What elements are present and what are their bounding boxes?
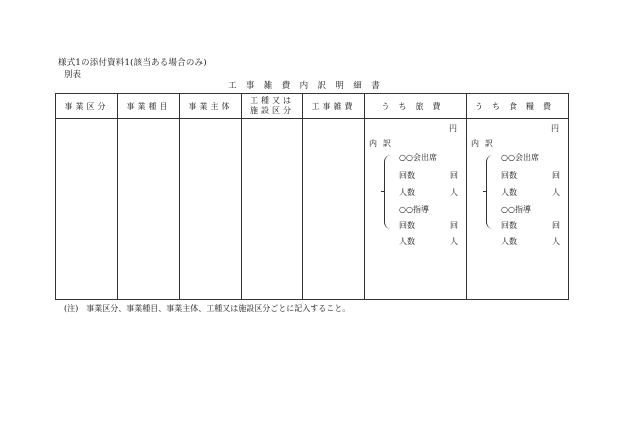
- line-unit: 人: [450, 188, 458, 197]
- ryohi-brace-tick: [381, 191, 385, 192]
- cell-jigyo-shumoku[interactable]: [118, 119, 180, 300]
- form-reference: 様式1の添付資料1(該当ある場合のみ): [58, 58, 207, 68]
- shokuryohi-line-kaisu-1: [501, 170, 560, 182]
- line-label: 回数: [501, 171, 517, 180]
- ryohi-line-shido: [399, 204, 458, 216]
- shokuryohi-line-ninzu-2: [501, 236, 560, 248]
- line-unit: 回: [450, 171, 458, 180]
- line-label: 人数: [501, 188, 517, 197]
- ryohi-line-kaisu-2: [399, 220, 458, 232]
- line-label: 人数: [501, 237, 517, 246]
- ryohi-breakdown: [365, 119, 466, 299]
- shokuryohi-uchiwake-label: 内訳: [471, 139, 499, 148]
- col-header-ryohi: うち旅費: [365, 94, 467, 119]
- shokuryohi-yen-unit: 円: [551, 124, 559, 133]
- line-label: 人数: [399, 237, 415, 246]
- table-header-row: [56, 94, 569, 119]
- col-header-koshu: [242, 94, 303, 119]
- cell-jigyo-shutai[interactable]: [180, 119, 242, 300]
- col-header-jigyo-shumoku: 事業種目: [118, 94, 180, 119]
- line-unit: 回: [450, 221, 458, 230]
- ryohi-uchiwake-label: 内訳: [369, 139, 397, 148]
- shokuryohi-brace-tick: [483, 191, 487, 192]
- ryohi-line-kaisu-1: [399, 170, 458, 182]
- table-body-row: [56, 119, 569, 300]
- ryohi-yen-unit: 円: [449, 124, 457, 133]
- cost-breakdown-table: [55, 93, 569, 300]
- line-label: 人数: [399, 188, 415, 197]
- shokuryohi-breakdown: [467, 119, 568, 299]
- shokuryohi-line-ninzu-1: [501, 187, 560, 199]
- line-label: ○○指導: [399, 205, 429, 214]
- cell-ryohi[interactable]: [365, 119, 467, 300]
- col-header-koshu-line2: 施設区分: [250, 106, 294, 115]
- ryohi-line-ninzu-1: [399, 187, 458, 199]
- shokuryohi-brace: [486, 155, 493, 229]
- footnote: (注) 事業区分、事業種目、事業主体、工種又は施設区分ごとに記入すること。: [64, 304, 351, 313]
- document-title: 工事雑費内訳明細書: [228, 81, 390, 91]
- line-label: ○○会出席: [399, 153, 437, 162]
- ryohi-line-kai-shusseki: [399, 152, 458, 164]
- shokuryohi-line-kai-shusseki: [501, 152, 560, 164]
- ryohi-line-ninzu-2: [399, 236, 458, 248]
- cell-koji-zappi[interactable]: [303, 119, 365, 300]
- line-label: 回数: [399, 171, 415, 180]
- shokuryohi-line-shido: [501, 204, 560, 216]
- line-unit: 回: [552, 171, 560, 180]
- cell-jigyo-kubun[interactable]: [56, 119, 118, 300]
- cell-koshu[interactable]: [242, 119, 303, 300]
- line-unit: 人: [552, 188, 560, 197]
- line-unit: 人: [552, 237, 560, 246]
- col-header-koshu-line1: 工種又は: [250, 96, 294, 105]
- line-label: 回数: [501, 221, 517, 230]
- col-header-shokuryohi: うち食糧費: [467, 94, 569, 119]
- col-header-koji-zappi: 工事雑費: [303, 94, 365, 119]
- col-header-jigyo-kubun: 事業区分: [56, 94, 118, 119]
- attachment-label: 別表: [64, 70, 82, 80]
- ryohi-brace: [384, 155, 391, 229]
- line-unit: 回: [552, 221, 560, 230]
- shokuryohi-line-kaisu-2: [501, 220, 560, 232]
- line-unit: 人: [450, 237, 458, 246]
- line-label: ○○指導: [501, 205, 531, 214]
- line-label: 回数: [399, 221, 415, 230]
- col-header-jigyo-shutai: 事業主体: [180, 94, 242, 119]
- line-label: ○○会出席: [501, 153, 539, 162]
- cell-shokuryohi[interactable]: [467, 119, 569, 300]
